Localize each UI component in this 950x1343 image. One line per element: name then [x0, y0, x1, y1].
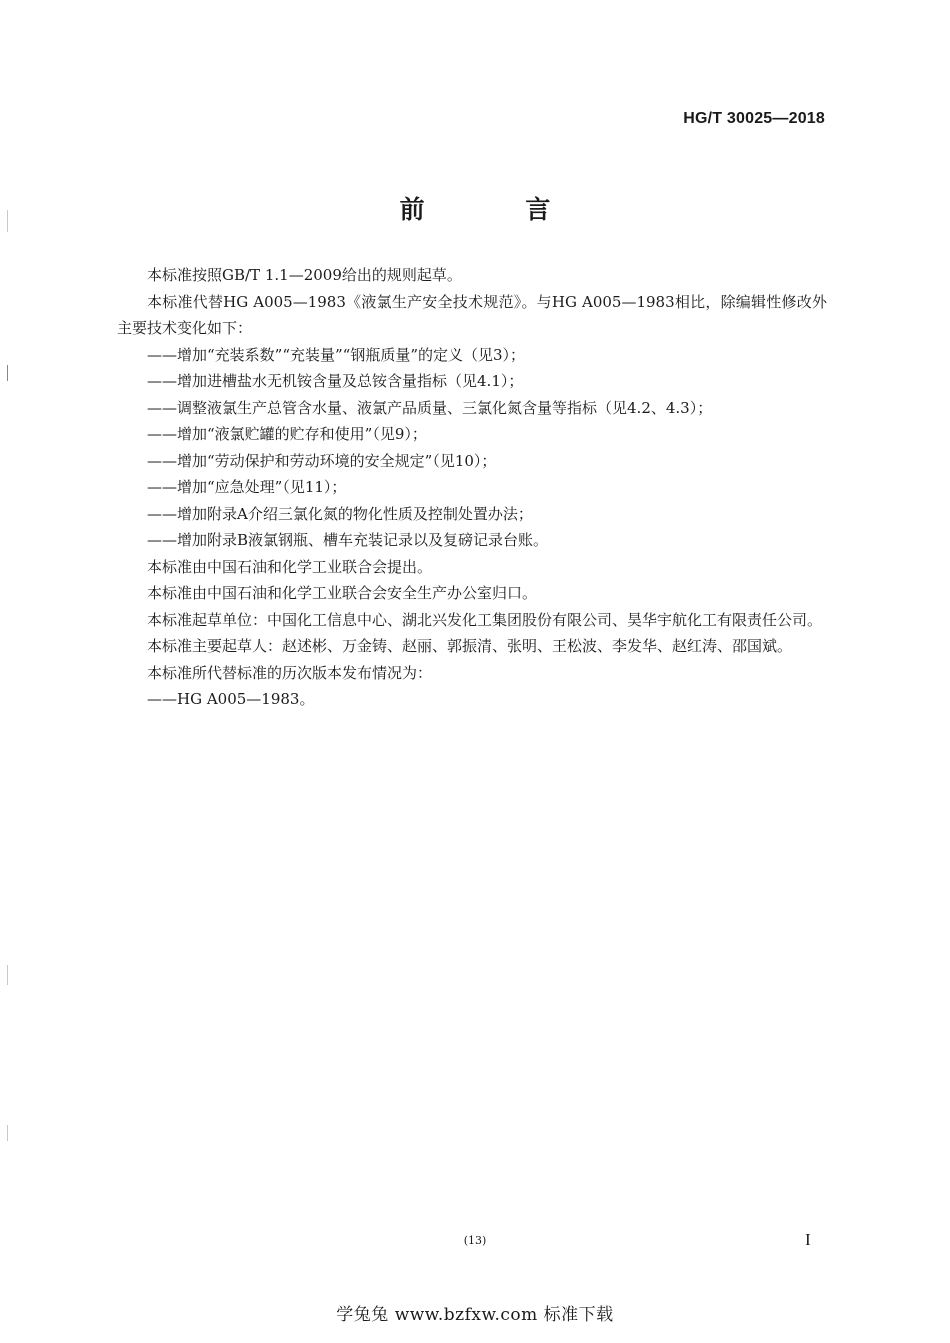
list-item: ——增加进槽盐水无机铵含量及总铵含量指标（见4.1）； — [147, 372, 524, 390]
paragraph: 本标准所代替标准的历次版本发布情况为： — [147, 663, 433, 682]
scan-edge-mark — [7, 965, 8, 985]
list-item: ——增加“劳动保护和劳动环境的安全规定”（见10）； — [147, 451, 497, 470]
scan-edge-mark — [7, 365, 8, 381]
list-item: ——增加附录A介绍三氯化氮的物化性质及控制处置办法； — [147, 504, 533, 523]
page-number: (13) — [463, 1234, 487, 1247]
watermark-text: 学兔兔 www.bzfxw.com 标准下载 — [336, 1305, 614, 1325]
paragraph: 本标准按照GB/T 1.1—2009给出的规则起草。 — [147, 266, 462, 284]
paragraph: 本标准由中国石油和化学工业联合会提出。 — [147, 557, 433, 576]
list-item: ——增加附录B液氯钢瓶、槽车充装记录以及复磅记录台账。 — [147, 531, 549, 549]
scan-edge-mark — [7, 1125, 8, 1141]
list-item: ——增加“充装系数”“充装量”“钢瓶质量”的定义（见3）； — [147, 345, 526, 364]
page-title: 前 言 — [399, 195, 597, 224]
paragraph: 本标准由中国石油和化学工业联合会安全生产办公室归口。 — [147, 584, 538, 602]
list-item: ——调整液氯生产总管含水量、液氯产品质量、三氯化氮含量等指标（见4.2、4.3）； — [147, 398, 713, 417]
list-item: ——增加“应急处理”（见11）； — [147, 478, 347, 496]
paragraph: 本标准起草单位：中国化工信息中心、湖北兴发化工集团股份有限公司、昊华宇航化工有限责任公司。 — [147, 610, 823, 629]
roman-page-number: I — [805, 1230, 811, 1249]
paragraph: 本标准代替HG A005—1983《液氯生产安全技术规范》。与HG A005—1983相比，除编辑性修改外主要技术变化如下： — [117, 292, 827, 337]
document-body — [117, 262, 827, 713]
list-item: ——HG A005—1983。 — [147, 690, 315, 708]
standard-code: HG/T 30025—2018 — [683, 110, 825, 127]
list-item: ——增加“液氯贮罐的贮存和使用”（见9）； — [147, 425, 427, 443]
paragraph: 本标准主要起草人：赵述彬、万金铸、赵丽、郭振清、张明、王松波、李发华、赵红涛、邵国斌。 — [147, 637, 793, 655]
